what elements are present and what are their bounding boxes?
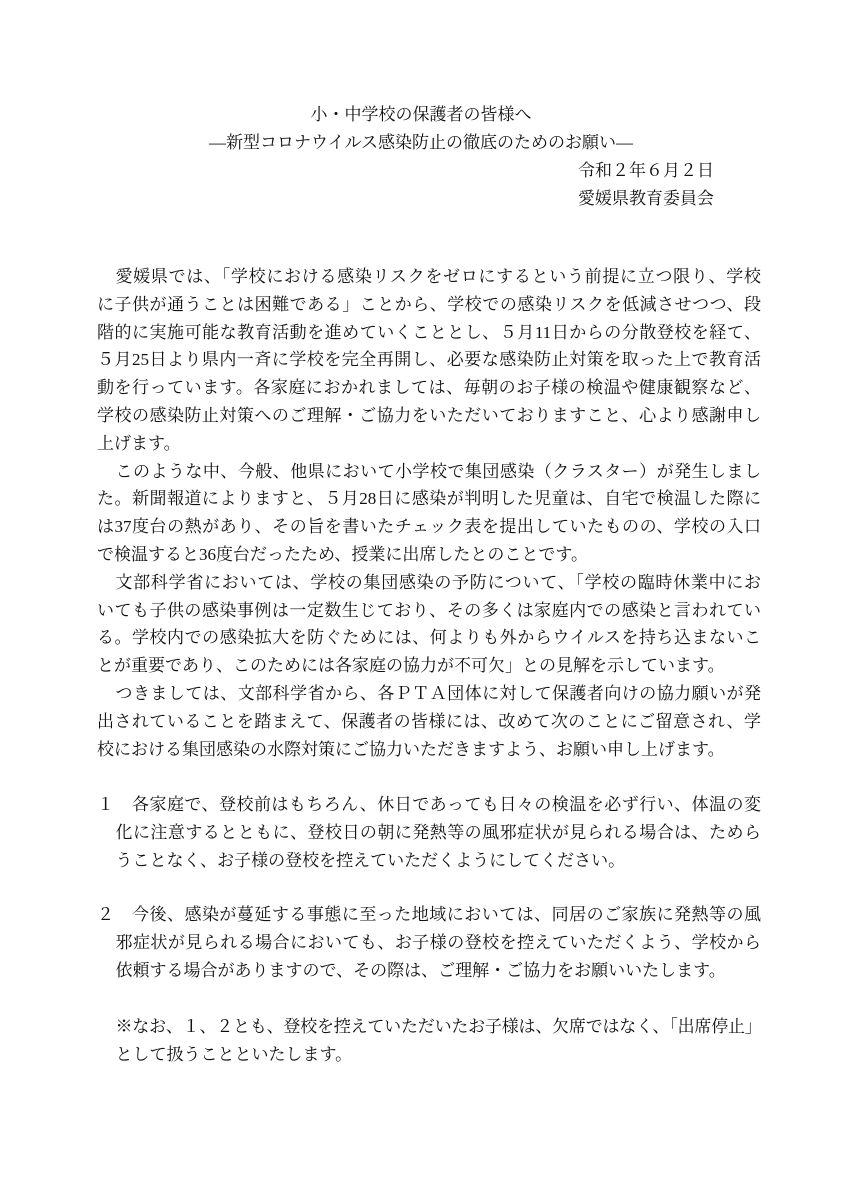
text-line: る。学校内での感染拡大を防ぐためには、何よりも外からウイルスを持ち込まないこ <box>97 628 761 648</box>
text-line: 愛媛県では、「学校における感染リスクをゼロにするという前提に立つ限り、学校 <box>115 267 761 286</box>
text-line: 文部科学省においては、学校の集団感染の予防について、「学校の臨時休業中にお <box>115 572 761 592</box>
text-line: ５月25日より県内一斉に学校を完全再開し、必要な感染防止対策を取った上で教育活 <box>97 350 761 370</box>
text-line: 化に注意するとともに、登校日の朝に発熱等の風邪症状が見られる場合は、ためら <box>115 822 761 842</box>
text-line: 学校の感染防止対策へのご理解・ご協力をいただいておりますこと、心より感謝申し <box>97 405 761 425</box>
document-date: 令和２年６月２日 <box>578 161 714 180</box>
text-line: いても子供の感染事例は一定数生じており、その多くは家庭内での感染と言われてい <box>97 600 761 620</box>
paragraph <box>97 569 761 680</box>
item-number: １ <box>97 795 114 814</box>
document-title: 小・中学校の保護者の皆様へ <box>310 105 532 124</box>
paragraph <box>97 680 761 763</box>
item-number: ２ <box>97 905 114 924</box>
text-line: とが重要であり、このためには各家庭の協力が不可欠」との見解を示しています。 <box>97 656 725 676</box>
date-issuer-block <box>578 157 778 213</box>
note-block <box>97 1013 761 1069</box>
body-text <box>97 263 761 763</box>
text-line: このような中、今般、他県において小学校で集団感染（クラスター）が発生しまし <box>115 461 761 481</box>
text-line: 出されていることを踏まえて、保護者の皆様には、改めて次のことにご留意され、学 <box>97 711 761 731</box>
text-line: 各家庭で、登校前はもちろん、休日であっても日々の検温を必ず行い、体温の変 <box>132 795 761 814</box>
text-line: 上げます。 <box>97 433 181 453</box>
text-line: は37度台の熱があり、その旨を書いたチェック表を提出していたものの、学校の入口 <box>97 517 761 537</box>
text-line: 今後、感染が蔓延する事態に至った地域においては、同居のご家族に発熱等の風 <box>132 905 761 924</box>
text-line: た。新聞報道によりますと、５月28日に感染が判明した児童は、自宅で検温した際に <box>97 489 761 509</box>
text-line: うことなく、お子様の登校を控えていただくようにしてください。 <box>115 850 626 870</box>
text-line: 動を行っています。各家庭におかれましては、毎朝のお子様の検温や健康観察など、 <box>97 378 761 398</box>
paragraph <box>97 458 761 569</box>
text-line: に子供が通うことは困難である」ことから、学校での感染リスクを低減させつつ、段 <box>97 294 761 314</box>
text-line: 依頼する場合がありますので、その際は、ご理解・ご協力をお願いいたします。 <box>115 960 726 980</box>
numbered-item <box>97 791 761 874</box>
numbered-item <box>97 901 761 984</box>
document-heading <box>0 101 842 157</box>
document-subtitle: ―新型コロナウイルス感染防止の徹底のためのお願い― <box>209 132 633 152</box>
text-line: 邪症状が見られる場合においても、お子様の登校を控えていただくよう、学校から <box>115 932 761 952</box>
text-line: 階的に実施可能な教育活動を進めていくこととし、５月11日からの分散登校を経て、 <box>97 322 761 342</box>
text-line: 校における集団感染の水際対策にご協力いただきますよう、お願い申し上げます。 <box>97 739 725 759</box>
text-line: で検温すると36度台だったため、授業に出席したとのことです。 <box>97 544 588 564</box>
paragraph <box>97 263 761 458</box>
text-line: つきましては、文部科学省から、各ＰＴＡ団体に対して保護者向けの協力願いが発 <box>115 683 761 703</box>
document-issuer: 愛媛県教育委員会 <box>578 188 714 208</box>
text-line: として扱うことといたします。 <box>115 1044 353 1064</box>
item-first-line <box>97 791 761 819</box>
text-line: ※なお、１、２とも、登校を控えていただいたお子様は、欠席ではなく、「出席停止」 <box>115 1017 761 1036</box>
item-first-line <box>97 901 761 929</box>
